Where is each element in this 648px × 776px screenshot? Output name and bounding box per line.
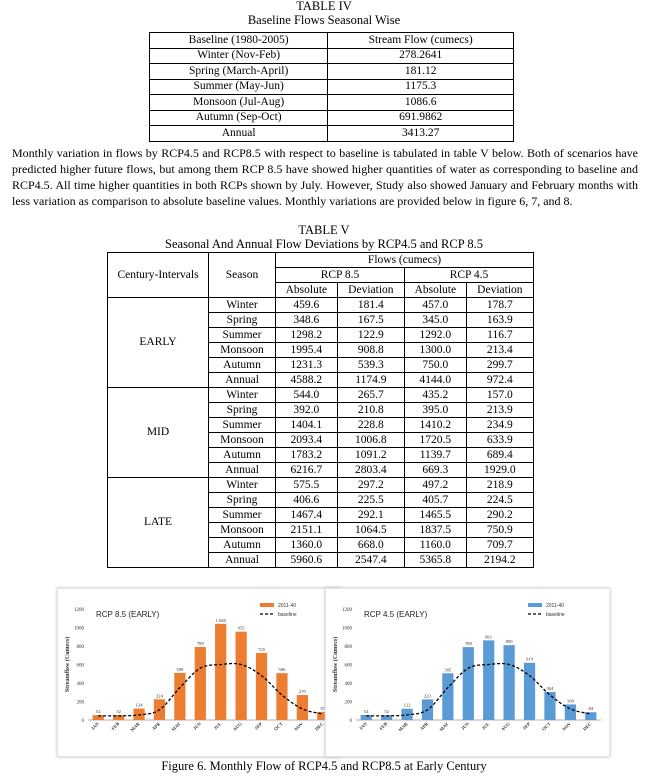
x-tick-label: MAR: [129, 721, 141, 733]
rcp85-absolute-cell: 1360.0: [276, 538, 338, 553]
y-tick-label: 600: [344, 663, 352, 669]
rcp45-deviation-cell: 234.9: [466, 418, 533, 433]
x-tick-label: DEC: [314, 721, 325, 732]
bar-value-label: 224: [156, 693, 163, 699]
season-cell: Autumn: [209, 538, 276, 553]
header-rcp45: RCP 4.5: [404, 268, 533, 283]
bar-value-label: 505: [444, 667, 452, 673]
y-axis-label: Streamflow (Cumecs): [333, 636, 339, 693]
rcp85-absolute-cell: 348.6: [276, 313, 338, 328]
rcp85-absolute-cell: 1783.2: [276, 448, 338, 463]
rcp85-deviation-cell: 210.8: [337, 403, 404, 418]
season-cell: Autumn: [209, 358, 276, 373]
stream-flow-cell: 278.2641: [328, 48, 514, 64]
x-tick-label: NOV: [293, 721, 305, 732]
chart-rcp45-svg: [326, 589, 609, 756]
bar-value-label: 223: [424, 693, 431, 699]
rcp85-deviation-cell: 292.1: [337, 508, 404, 523]
rcp85-absolute-cell: 2093.4: [276, 433, 338, 448]
table-row: [150, 48, 514, 64]
bar-value-label: 809: [505, 639, 513, 645]
rcp45-absolute-cell: 1720.5: [404, 433, 466, 448]
x-tick-label: FEB: [110, 721, 121, 732]
bar: [256, 653, 267, 720]
bar: [297, 695, 308, 720]
season-cell: Annual: [209, 463, 276, 478]
y-tick-label: 0: [81, 719, 84, 724]
bar-value-label: 84: [588, 706, 594, 712]
table5-subtitle: Seasonal And Annual Flow Deviations by RCP4.5 and RCP 8.5: [165, 237, 483, 251]
chart-title: RCP 8.5 (EARLY): [96, 610, 160, 619]
stream-flow-cell: 3413.27: [328, 126, 514, 142]
season-cell: Spring: [209, 403, 276, 418]
legend-swatch-bars: [260, 603, 274, 607]
rcp45-absolute-cell: 750.0: [404, 358, 466, 373]
rcp85-deviation-cell: 539.3: [337, 358, 404, 373]
bar: [565, 704, 576, 720]
century-interval-cell: MID: [108, 388, 209, 478]
bar-value-label: 725: [258, 646, 265, 652]
y-tick-label: 800: [344, 645, 352, 650]
rcp45-deviation-cell: 157.0: [466, 388, 533, 403]
bar-value-label: 619: [526, 656, 533, 662]
stream-flow-cell: 181.12: [328, 64, 514, 80]
season-cell: Autumn: [209, 448, 276, 463]
rcp45-absolute-cell: 1292.0: [404, 328, 466, 343]
rcp45-deviation-cell: 178.7: [466, 298, 533, 313]
rcp45-deviation-cell: 213.9: [466, 403, 533, 418]
x-tick-label: AUG: [232, 721, 243, 732]
rcp45-absolute-cell: 435.2: [404, 388, 466, 403]
table-row: [150, 95, 514, 111]
x-tick-label: JUL: [212, 721, 223, 731]
rcp85-deviation-cell: 1006.8: [337, 433, 404, 448]
y-tick-label: 0: [349, 719, 352, 724]
bar-value-label: 955: [237, 625, 245, 631]
x-tick-label: FEB: [378, 721, 389, 732]
y-axis-label: Streamflow (Cumecs): [65, 636, 71, 693]
season-cell: Spring (March-April): [150, 64, 328, 80]
rcp45-deviation-cell: 1929.0: [466, 463, 533, 478]
table-row: [108, 298, 534, 313]
season-cell: Monsoon (Jul-Aug): [150, 95, 328, 111]
season-cell: Winter: [209, 388, 276, 403]
stream-flow-cell: 1086.6: [328, 95, 514, 111]
bar: [524, 663, 535, 720]
x-tick-label: OCT: [541, 721, 552, 732]
table-header-row: [150, 33, 514, 49]
rcp85-deviation-cell: 122.9: [337, 328, 404, 343]
rcp85-absolute-cell: 1404.1: [276, 418, 338, 433]
season-cell: Summer: [209, 418, 276, 433]
baseline-flows-table: [149, 32, 514, 142]
bar-value-label: 124: [135, 702, 143, 708]
rcp45-deviation-cell: 224.5: [466, 493, 533, 508]
bar: [463, 647, 474, 720]
x-tick-label: JAN: [90, 721, 100, 732]
rcp85-absolute-cell: 392.0: [276, 403, 338, 418]
y-tick-label: 400: [344, 682, 352, 687]
x-tick-label: SEP: [521, 721, 532, 731]
header-absolute: Absolute: [404, 283, 466, 298]
season-cell: Winter (Nov-Feb): [150, 48, 328, 64]
header-absolute: Absolute: [276, 283, 338, 298]
rcp45-absolute-cell: 1300.0: [404, 343, 466, 358]
rcp85-absolute-cell: 406.6: [276, 493, 338, 508]
x-tick-label: JUN: [460, 721, 470, 732]
season-cell: Monsoon: [209, 433, 276, 448]
rcp85-absolute-cell: 544.0: [276, 388, 338, 403]
bar-value-label: 861: [485, 634, 493, 640]
century-interval-cell: EARLY: [108, 298, 209, 388]
table-row: [108, 478, 534, 493]
chart-rcp85-svg: [58, 589, 341, 756]
bar-value-label: 270: [298, 689, 306, 695]
season-cell: Monsoon: [209, 343, 276, 358]
season-cell: Summer (May-Jun): [150, 79, 328, 95]
y-tick-label: 600: [76, 663, 84, 669]
table4-subtitle: Baseline Flows Seasonal Wise: [247, 13, 401, 27]
header-deviation: Deviation: [466, 283, 533, 298]
rcp85-absolute-cell: 4588.2: [276, 373, 338, 388]
y-tick-label: 200: [344, 700, 352, 706]
bar-value-label: 789: [196, 641, 204, 647]
season-cell: Autumn (Sep-Oct): [150, 110, 328, 126]
rcp85-absolute-cell: 5960.6: [276, 553, 338, 568]
rcp85-deviation-cell: 181.4: [337, 298, 404, 313]
rcp45-deviation-cell: 689.4: [466, 448, 533, 463]
table5-title: TABLE V: [298, 223, 350, 237]
y-tick-label: 1000: [74, 626, 84, 632]
rcp45-absolute-cell: 669.3: [404, 463, 466, 478]
chart-rcp45-early: [325, 588, 610, 757]
y-tick-label: 200: [76, 700, 84, 706]
rcp45-deviation-cell: 290.2: [466, 508, 533, 523]
bar: [195, 647, 206, 720]
rcp45-deviation-cell: 750.9: [466, 523, 533, 538]
header-century-intervals: Century-Intervals: [108, 253, 209, 298]
rcp85-absolute-cell: 1467.4: [276, 508, 338, 523]
legend-label: baseline: [546, 612, 565, 618]
y-tick-label: 1200: [74, 608, 84, 613]
rcp85-deviation-cell: 908.8: [337, 343, 404, 358]
rcp45-deviation-cell: 633.9: [466, 433, 533, 448]
table-header-row: [108, 253, 534, 268]
bar-value-label: 509: [176, 666, 184, 672]
bar-value-label: 1,040: [215, 617, 226, 623]
rcp85-deviation-cell: 2547.4: [337, 553, 404, 568]
season-cell: Annual: [209, 553, 276, 568]
rcp45-deviation-cell: 116.7: [466, 328, 533, 343]
rcp85-absolute-cell: 459.6: [276, 298, 338, 313]
bar-value-label: 52: [116, 709, 121, 715]
legend-label: baseline: [278, 612, 297, 618]
x-tick-label: APR: [418, 721, 430, 732]
y-tick-label: 800: [76, 645, 84, 650]
century-interval-cell: LATE: [108, 478, 209, 568]
rcp45-deviation-cell: 163.9: [466, 313, 533, 328]
baseline-series-line: [95, 664, 326, 716]
rcp45-absolute-cell: 1160.0: [404, 538, 466, 553]
rcp85-deviation-cell: 1064.5: [337, 523, 404, 538]
header-deviation: Deviation: [337, 283, 404, 298]
season-cell: Spring: [209, 313, 276, 328]
bar-value-label: 87: [320, 705, 326, 711]
rcp45-deviation-cell: 2194.2: [466, 553, 533, 568]
bar-value-label: 506: [278, 667, 286, 673]
bar: [483, 640, 494, 720]
season-cell: Spring: [209, 493, 276, 508]
rcp45-deviation-cell: 299.7: [466, 358, 533, 373]
bar-value-label: 304: [546, 685, 554, 691]
rcp85-deviation-cell: 668.0: [337, 538, 404, 553]
rcp45-absolute-cell: 405.7: [404, 493, 466, 508]
bar-value-label: 52: [384, 709, 389, 715]
rcp45-absolute-cell: 4144.0: [404, 373, 466, 388]
x-tick-label: JAN: [358, 721, 368, 732]
rcp85-absolute-cell: 6216.7: [276, 463, 338, 478]
baseline-series-line: [363, 664, 594, 716]
header-stream-flow: Stream Flow (cumecs): [328, 33, 514, 49]
figure-caption: Figure 6. Monthly Flow of RCP4.5 and RCP8.5 at Early Century: [161, 759, 487, 773]
rcp45-absolute-cell: 1410.2: [404, 418, 466, 433]
season-cell: Annual: [150, 126, 328, 142]
table-row: [150, 79, 514, 95]
bar-value-label: 52: [95, 709, 101, 715]
bar-value-label: 788: [464, 641, 472, 647]
rcp85-deviation-cell: 265.7: [337, 388, 404, 403]
bar: [236, 632, 247, 720]
rcp45-absolute-cell: 1465.5: [404, 508, 466, 523]
x-tick-label: JUN: [192, 721, 202, 732]
chart-title: RCP 4.5 (EARLY): [364, 610, 428, 619]
table-row: [150, 64, 514, 80]
header-baseline: Baseline (1980-2005): [150, 33, 328, 49]
rcp85-absolute-cell: 1995.4: [276, 343, 338, 358]
legend-label: 2011-40: [278, 603, 296, 609]
rcp85-deviation-cell: 225.5: [337, 493, 404, 508]
rcp45-absolute-cell: 1139.7: [404, 448, 466, 463]
table-row: [108, 388, 534, 403]
header-flows: Flows (cumecs): [276, 253, 534, 268]
rcp45-deviation-cell: 709.7: [466, 538, 533, 553]
x-tick-label: DEC: [582, 721, 593, 732]
rcp45-absolute-cell: 395.0: [404, 403, 466, 418]
bar: [504, 645, 515, 720]
bar: [544, 692, 555, 720]
table-row: [150, 110, 514, 126]
x-tick-label: OCT: [273, 721, 284, 732]
rcp85-deviation-cell: 1174.9: [337, 373, 404, 388]
x-tick-label: JUL: [480, 721, 491, 731]
x-tick-label: APR: [150, 721, 162, 732]
rcp45-absolute-cell: 345.0: [404, 313, 466, 328]
rcp45-deviation-cell: 972.4: [466, 373, 533, 388]
x-tick-label: NOV: [561, 721, 573, 732]
flow-deviations-table: [107, 252, 534, 568]
rcp45-absolute-cell: 1837.5: [404, 523, 466, 538]
season-cell: Annual: [209, 373, 276, 388]
bar-value-label: 122: [403, 702, 411, 708]
rcp85-deviation-cell: 297.2: [337, 478, 404, 493]
y-tick-label: 1000: [342, 626, 352, 632]
y-tick-label: 1200: [342, 608, 352, 613]
season-cell: Winter: [209, 298, 276, 313]
table4-title: TABLE IV: [296, 0, 352, 13]
body-paragraph: Monthly variation in flows by RCP4.5 and RCP8.5 with respect to baseline is tabulated in table V below. Both of scenarios have predicted higher future flows, but among them RCP 8.5 have showed higher quantities of water as corresponding to baseline and RCP4.5. All time higher quantities in both RCPs shown by July. However, Study also showed January and February months with less variation as comparison to absolute baseline values. Monthly variations are provided below in figure 6, 7, and 8.: [12, 146, 638, 208]
table-row: [150, 126, 514, 142]
stream-flow-cell: 691.9862: [328, 110, 514, 126]
rcp85-absolute-cell: 2151.1: [276, 523, 338, 538]
rcp45-absolute-cell: 5365.8: [404, 553, 466, 568]
rcp45-deviation-cell: 218.9: [466, 478, 533, 493]
chart-rcp85-early: [57, 588, 342, 757]
rcp85-deviation-cell: 228.8: [337, 418, 404, 433]
x-tick-label: MAY: [170, 721, 182, 733]
rcp45-deviation-cell: 213.4: [466, 343, 533, 358]
legend-label: 2011-40: [546, 603, 564, 609]
bar: [215, 624, 226, 720]
bar-value-label: 168: [566, 698, 574, 704]
rcp85-absolute-cell: 575.5: [276, 478, 338, 493]
bar: [276, 673, 287, 720]
stream-flow-cell: 1175.3: [328, 79, 514, 95]
x-tick-label: AUG: [500, 721, 511, 732]
header-season: Season: [209, 253, 276, 298]
rcp45-absolute-cell: 457.0: [404, 298, 466, 313]
rcp85-deviation-cell: 167.5: [337, 313, 404, 328]
header-rcp85: RCP 8.5: [276, 268, 405, 283]
season-cell: Winter: [209, 478, 276, 493]
bar: [174, 673, 185, 720]
rcp85-deviation-cell: 1091.2: [337, 448, 404, 463]
x-tick-label: MAR: [397, 721, 409, 733]
y-tick-label: 400: [76, 682, 84, 687]
legend-swatch-bars: [528, 603, 542, 607]
rcp85-absolute-cell: 1231.3: [276, 358, 338, 373]
rcp45-absolute-cell: 497.2: [404, 478, 466, 493]
x-tick-label: SEP: [253, 721, 264, 731]
season-cell: Monsoon: [209, 523, 276, 538]
x-tick-label: MAY: [438, 721, 450, 733]
season-cell: Summer: [209, 328, 276, 343]
rcp85-deviation-cell: 2803.4: [337, 463, 404, 478]
bar: [442, 673, 453, 720]
rcp85-absolute-cell: 1298.2: [276, 328, 338, 343]
bar: [361, 715, 372, 720]
bar-value-label: 54: [363, 709, 369, 715]
season-cell: Summer: [209, 508, 276, 523]
